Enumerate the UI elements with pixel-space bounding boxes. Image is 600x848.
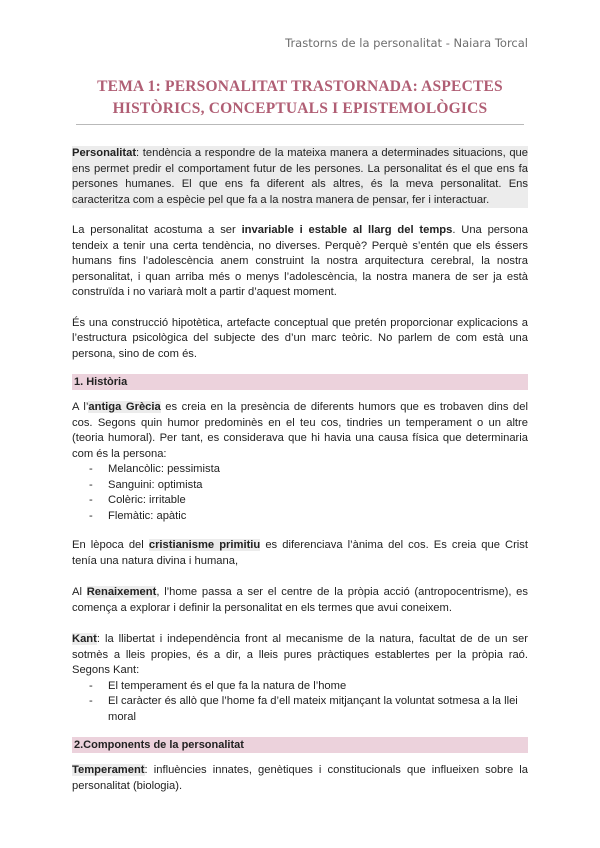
text: es diferenciava l’ànima del cos. Es creia que Crist tenía una natura divina i humana, (72, 539, 528, 567)
text: : influències innates, genètiques i constitucionals que influeixen sobre la personalitat (biologia). (72, 764, 528, 792)
list-item-text: El temperament és el que fa la natura de l’home (108, 679, 347, 692)
list-item-text: Sanguini: optimista (108, 478, 203, 491)
text: es creia en la presència de diferents humors que es trobaven dins del cos. Segons quin humor predominès en el teu cos, tindries un temperament o un altre (teoria humoral). Per tant, es considerava que hi havia una causa física que determinaria com és la persona: (72, 401, 528, 460)
title-line-1: TEMA 1: PERSONALITAT TRASTORNADA: ASPECTES (97, 78, 503, 95)
paragraph-kant (72, 632, 528, 679)
paragraph-greece (72, 400, 528, 462)
emphasis-christianity: cristianisme primitiu (148, 539, 261, 551)
term-personalitat: Personalitat (72, 147, 137, 159)
document-body (72, 146, 528, 794)
paragraph-christianity (72, 538, 528, 569)
paragraph-temperament (72, 763, 528, 794)
list-item-text: Melancòlic: pessimista (108, 463, 220, 475)
definition-personalitat: : tendència a respondre de la mateixa manera a determinades situacions, que ens permet predir el comportament futur de les persones. La personalitat és el que ens fa persones humanes. El que ens fa diferent als altres, és la meva personalitat. Ens caracteritza com a espècie pel que fa a la nostra manera de pensar, fer i interactuar. (72, 147, 528, 206)
paragraph-personalitat (72, 146, 528, 208)
emphasis-kant: Kant (72, 633, 97, 645)
section-heading-historia: 1. Història (72, 374, 528, 390)
text: , l’home passa a ser el centre de la pròpia acció (antropocentrisme), es comença a explorar i definir la personalitat en els termes que avui coneixem. (72, 586, 528, 614)
list-item: - Sanguini: optimista (89, 478, 203, 491)
text: . Una persona tendeix a tenir una certa tendència, no diverses. Perquè? Perquè s’entén que els éssers humans fins l’adolescència anem construint la nostra arquitectura cerebral, la nostra personalitat, i quan arriba més o menys l’adolescència, la nostra manera de ser ja està construïda i no variarà molt a partir d’aquest moment. (72, 224, 529, 298)
emphasis-renaissance: Renaixement (86, 586, 157, 598)
paragraph-stability (72, 223, 528, 301)
emphasis-stability: invariable i estable al llarg del temps (241, 224, 453, 236)
title-line-2: HISTÒRICS, CONCEPTUALS I EPISTEMOLÒGICS (112, 100, 488, 117)
document-title (72, 76, 528, 120)
kant-list (72, 679, 528, 726)
emphasis-greece: antiga Grècia (88, 401, 161, 413)
paragraph-construct: És una construcció hipotètica, artefacte conceptual que pretén proporcionar explicacions a l’estructura psicològica del subjecte des d’un marc teòric. No parlem de com està una persona, sino de com és. (72, 316, 528, 360)
text: A l’ (72, 401, 89, 413)
list-item: - Flemàtic: apàtic (89, 509, 187, 522)
list-item-text: Flemàtic: apàtic (108, 509, 187, 522)
list-item: - El caràcter és allò que l’home fa d’ell mateix mitjançant la voluntat sotmesa a la llei moral (89, 695, 518, 723)
title-divider (76, 124, 524, 125)
text: La personalitat acostuma a ser (72, 224, 242, 236)
section-heading-components: 2.Components de la personalitat (72, 737, 528, 753)
text: Al (72, 586, 87, 598)
paragraph-renaissance (72, 585, 528, 616)
page-header: Trastorns de la personalitat - Naiara Torcal (285, 36, 528, 50)
text: : la llibertat i independència front al mecanisme de la natura, facultat de de un ser sotmès a lleis propies, és a dir, a lleis pures pràctiques establertes per la pròpia raó. Segons Kant: (72, 633, 528, 676)
list-item: - Colèric: irritable (89, 494, 186, 506)
text: En lèpoca del (72, 539, 149, 551)
humors-list (72, 462, 528, 524)
list-item-text: El caràcter és allò que l’home fa d’ell mateix mitjançant la voluntat sotmesa a la llei moral (108, 695, 518, 723)
list-item-text: Colèric: irritable (108, 494, 186, 506)
emphasis-temperament: Temperament (72, 764, 145, 776)
list-item: - Melancòlic: pessimista (89, 463, 220, 475)
list-item: - El temperament és el que fa la natura de l’home (89, 679, 347, 692)
